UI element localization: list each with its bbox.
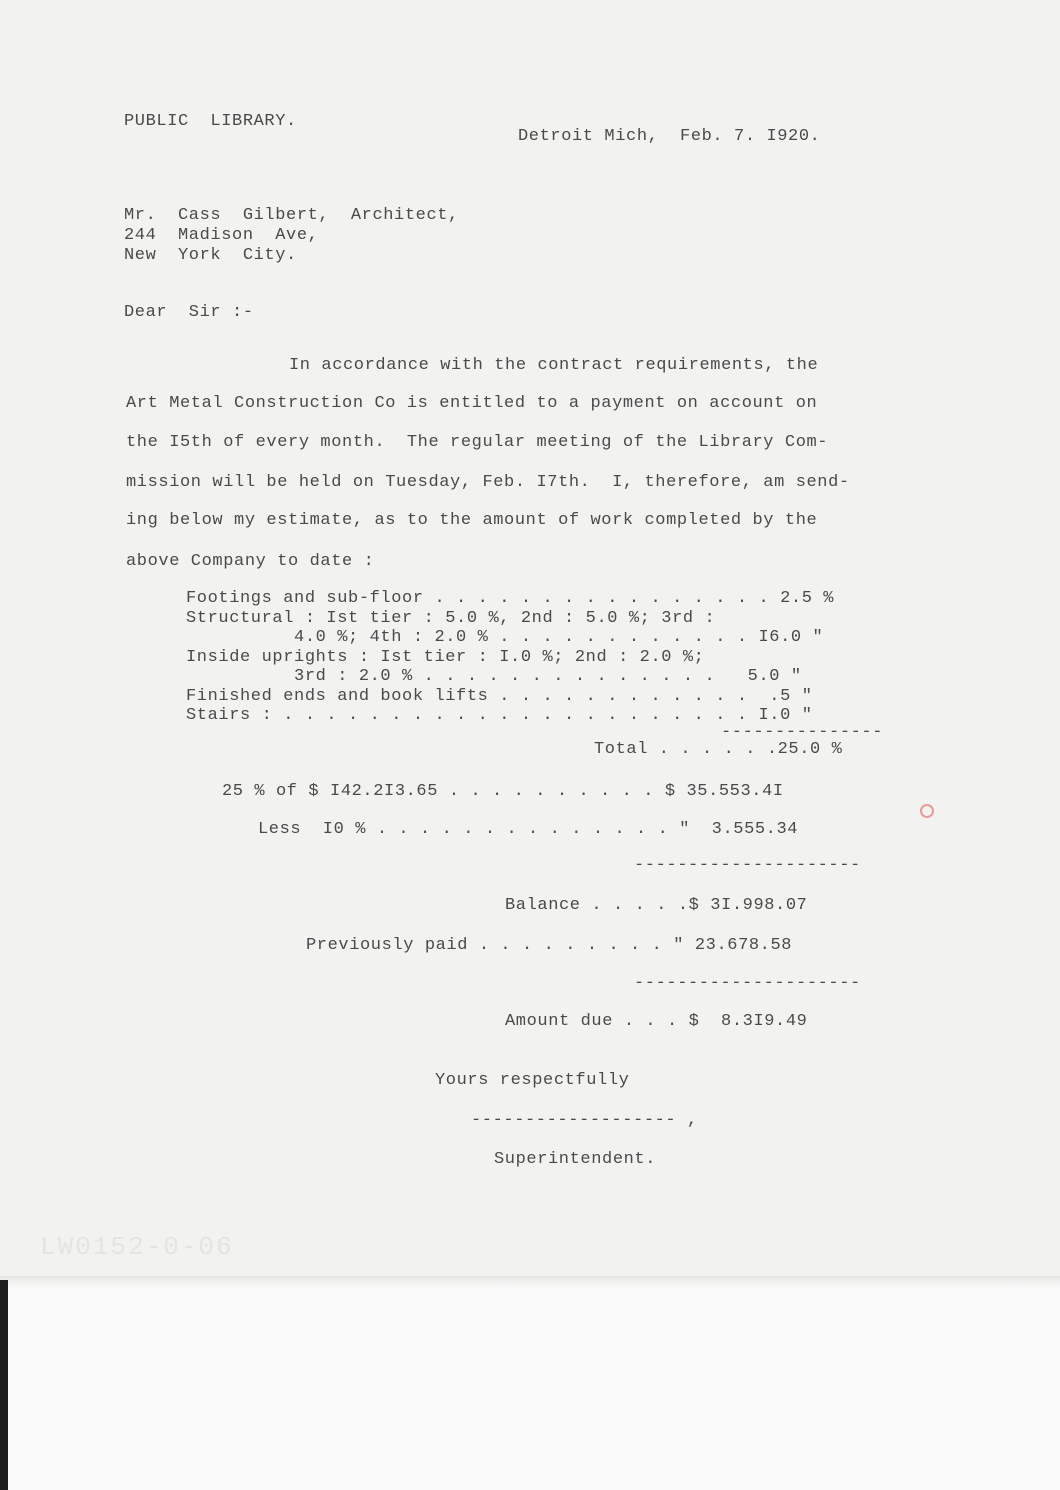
computation-balance: Balance . . . . .$ 3I.998.07 (505, 896, 808, 915)
body-line-2: Art Metal Construction Co is entitled to a payment on account on (126, 394, 818, 413)
body-line-5: ing below my estimate, as to the amount of work completed by the (126, 511, 818, 530)
estimate-footings: Footings and sub-floor . . . . . . . . . . . . . . . . 2.5 % (186, 589, 835, 608)
estimate-finished-ends: Finished ends and book lifts . . . . . . . . . . . . .5 " (186, 687, 813, 706)
signature-line: ------------------- , (471, 1111, 698, 1130)
body-line-6: above Company to date : (126, 552, 375, 571)
addressee-line-1: Mr. Cass Gilbert, Architect, (124, 206, 459, 225)
signer-title: Superintendent. (494, 1150, 657, 1169)
binding-shadow (0, 1280, 8, 1490)
computation-less: Less I0 % . . . . . . . . . . . . . . " 3.555.34 (258, 820, 799, 839)
estimate-structural-cont: 4.0 %; 4th : 2.0 % . . . . . . . . . . . . I6.0 " (186, 628, 824, 647)
faint-stamp-mark: LW0152-0-06 (40, 1232, 234, 1262)
addressee-line-2: 244 Madison Ave, (124, 226, 319, 245)
red-circle-mark (920, 804, 934, 818)
body-line-1: In accordance with the contract requirements, the (289, 356, 819, 375)
institution-heading: PUBLIC LIBRARY. (124, 112, 297, 131)
computation-previously-paid: Previously paid . . . . . . . . . " 23.678.58 (306, 936, 793, 955)
estimate-rule: --------------- (721, 723, 884, 742)
place-and-date: Detroit Mich, Feb. 7. I920. (518, 127, 821, 146)
estimate-total: Total . . . . . .25.0 % (594, 740, 843, 759)
computation-rule-1: --------------------- (634, 856, 861, 875)
body-line-3: the I5th of every month. The regular meeting of the Library Com- (126, 433, 829, 452)
closing-complimentary: Yours respectfully (435, 1071, 630, 1090)
sheet-bottom-edge (0, 1276, 1060, 1288)
addressee-line-3: New York City. (124, 246, 297, 265)
computation-amount-due: Amount due . . . $ 8.3I9.49 (505, 1012, 808, 1031)
body-line-4: mission will be held on Tuesday, Feb. I7th. I, therefore, am send- (126, 473, 850, 492)
estimate-stairs: Stairs : . . . . . . . . . . . . . . . . . . . . . . I.0 " (186, 706, 813, 725)
estimate-structural: Structural : Ist tier : 5.0 %, 2nd : 5.0 %; 3rd : (186, 609, 716, 628)
estimate-inside-uprights: Inside uprights : Ist tier : I.0 %; 2nd : 2.0 %; (186, 648, 705, 667)
estimate-inside-uprights-cont: 3rd : 2.0 % . . . . . . . . . . . . . . 5.0 " (186, 667, 802, 686)
computation-rule-2: --------------------- (634, 974, 861, 993)
salutation: Dear Sir :- (124, 303, 254, 322)
computation-gross: 25 % of $ I42.2I3.65 . . . . . . . . . . $ 35.553.4I (222, 782, 784, 801)
